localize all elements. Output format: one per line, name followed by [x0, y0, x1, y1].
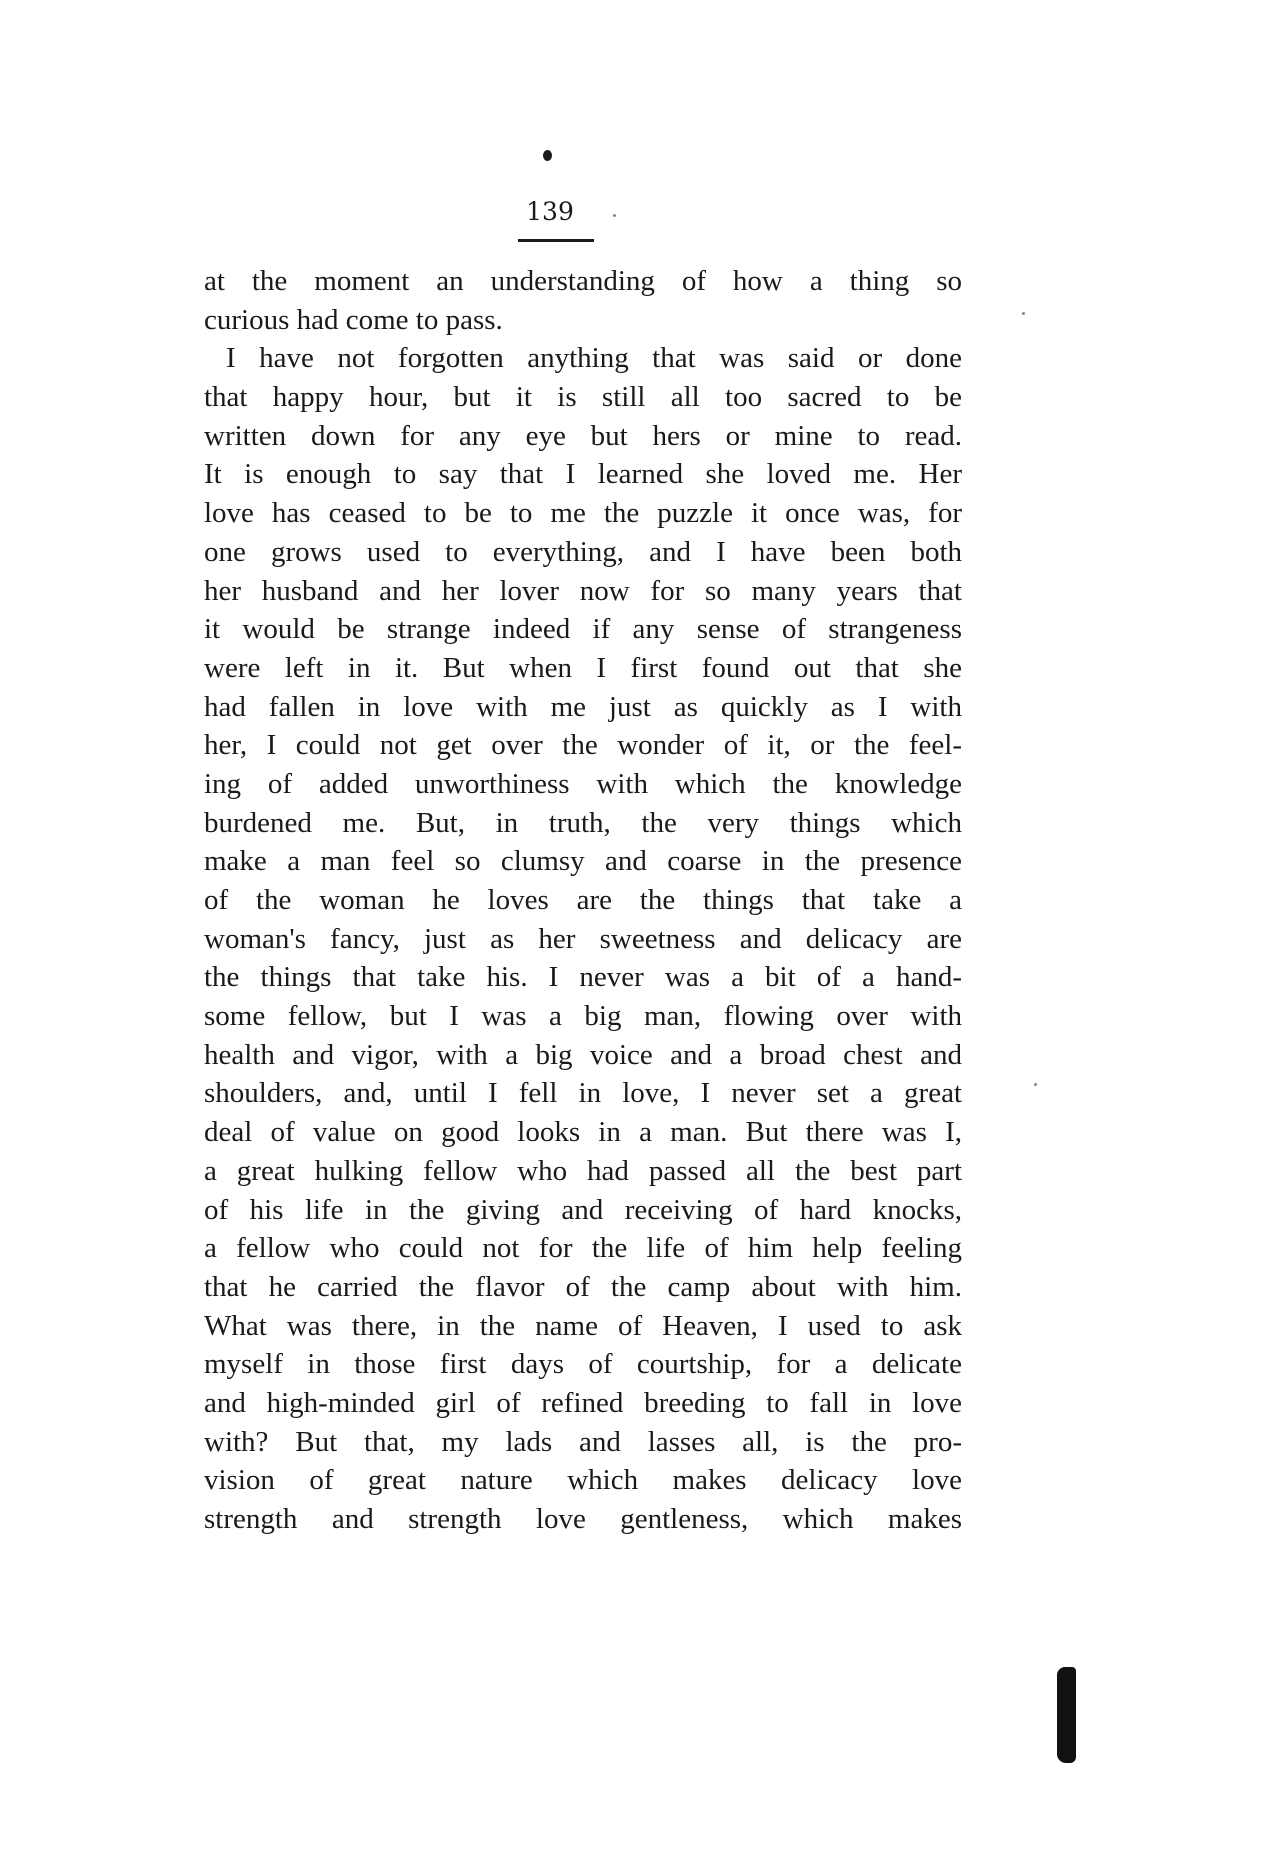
body-text — [204, 262, 962, 1539]
text-line: strength and strength love gentleness, which makes — [204, 1503, 962, 1535]
text-line: had fallen in love with me just as quickly as I with — [204, 690, 962, 723]
text-line: I have not forgotten anything that was said or done — [226, 342, 962, 375]
text-line: that happy hour, but it is still all too sacred to be — [204, 381, 962, 414]
text-line: a great hulking fellow who had passed all the best part — [204, 1154, 962, 1187]
page-number-rule — [518, 239, 594, 242]
printer-dot — [543, 150, 552, 161]
text-line: were left in it. But when I first found out that she — [204, 651, 962, 684]
text-line: of the woman he loves are the things that take a — [204, 884, 962, 916]
text-line: written down for any eye but hers or mine to read. — [204, 419, 962, 452]
text-line: make a man feel so clumsy and coarse in the presence — [204, 845, 962, 878]
text-line: curious had come to pass. — [204, 303, 503, 336]
text-line: ing of added unworthiness with which the knowledge — [204, 767, 962, 800]
text-line: it would be strange indeed if any sense of strangeness — [204, 613, 962, 646]
text-line: one grows used to everything, and I have been both — [204, 535, 962, 568]
text-line: deal of value on good looks in a man. But there was I, — [204, 1116, 962, 1149]
text-line: her, I could not get over the wonder of it, or the feel- — [204, 729, 962, 762]
text-line: vision of great nature which makes delicacy love — [204, 1464, 962, 1497]
text-line: shoulders, and, until I fell in love, I never set a great — [204, 1077, 962, 1110]
margin-ink-mark — [1057, 1667, 1076, 1763]
text-line: with? But that, my lads and lasses all, is the pro- — [204, 1425, 962, 1458]
text-line: love has ceased to be to me the puzzle it once was, for — [204, 497, 962, 530]
text-line: of his life in the giving and receiving of hard knocks, — [204, 1193, 962, 1226]
text-line: woman's fancy, just as her sweetness and delicacy are — [204, 922, 962, 955]
text-line: a fellow who could not for the life of him help feeling — [204, 1232, 962, 1265]
text-line: some fellow, but I was a big man, flowing over with — [204, 1000, 962, 1033]
text-line: health and vigor, with a big voice and a broad chest and — [204, 1038, 962, 1071]
text-line: her husband and her lover now for so many years that — [204, 574, 962, 607]
text-line: that he carried the flavor of the camp about with him. — [204, 1270, 962, 1303]
scan-speck — [613, 214, 616, 217]
text-line: It is enough to say that I learned she loved me. Her — [204, 458, 962, 491]
text-line: and high-minded girl of refined breeding to fall in love — [204, 1386, 962, 1419]
text-line: the things that take his. I never was a bit of a hand- — [204, 961, 962, 994]
text-line: myself in those first days of courtship, for a delicate — [204, 1348, 962, 1381]
scan-speck — [1022, 312, 1025, 315]
text-line: What was there, in the name of Heaven, I used to ask — [204, 1309, 962, 1342]
scan-speck — [1034, 1083, 1037, 1086]
page-number: 139 — [526, 197, 574, 226]
text-line: burdened me. But, in truth, the very things which — [204, 806, 962, 839]
text-line: at the moment an understanding of how a thing so — [204, 265, 962, 297]
